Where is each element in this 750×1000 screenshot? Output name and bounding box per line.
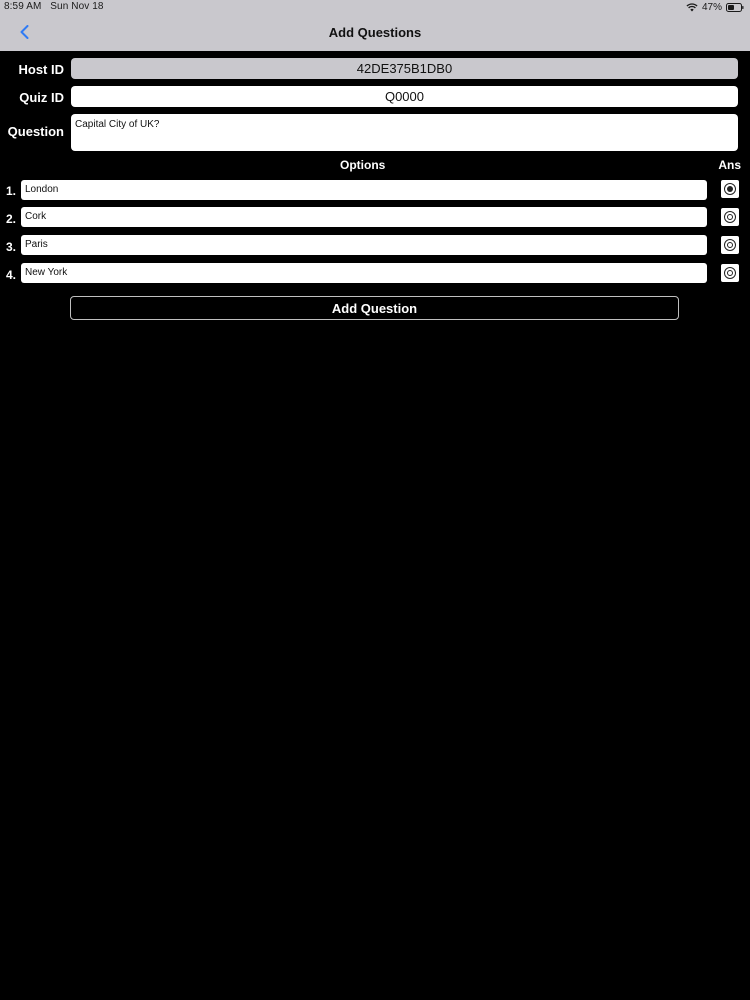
add-question-button[interactable]: [70, 296, 679, 320]
radio-unselected-icon: [724, 267, 736, 279]
question-field[interactable]: [71, 114, 738, 151]
option-number-2: 2.: [6, 212, 17, 226]
quiz-id-field[interactable]: [71, 86, 738, 107]
answer-radio-2[interactable]: [721, 208, 739, 226]
option-value-2: Cork: [25, 211, 47, 222]
option-value-4: New York: [25, 267, 68, 278]
answer-radio-3[interactable]: [721, 236, 739, 254]
wifi-icon: [686, 3, 698, 12]
host-id-field: [71, 58, 738, 79]
answer-header: Ans: [718, 158, 741, 172]
radio-selected-icon: [724, 183, 736, 195]
option-number-4: 4.: [6, 268, 17, 282]
host-id-value: 42DE375B1DB0: [356, 61, 453, 76]
answer-radio-1[interactable]: [721, 180, 739, 198]
question-value: Capital City of UK?: [75, 119, 160, 130]
option-input-3[interactable]: [21, 235, 707, 255]
navigation-bar: [0, 0, 750, 51]
add-question-label: Add Question: [331, 300, 418, 316]
status-date: Sun Nov 18: [50, 1, 104, 12]
options-header: Options: [340, 158, 386, 172]
question-label: Question: [7, 124, 64, 139]
host-id-label: Host ID: [18, 62, 64, 77]
radio-unselected-icon: [724, 211, 736, 223]
battery-icon: [726, 3, 744, 12]
option-number-1: 1.: [6, 184, 17, 198]
quiz-id-value: Q0000: [384, 89, 425, 104]
radio-unselected-icon: [724, 239, 736, 251]
page-title: Add Questions: [328, 25, 422, 40]
option-number-3: 3.: [6, 240, 17, 254]
quiz-id-label: Quiz ID: [19, 90, 64, 105]
answer-radio-4[interactable]: [721, 264, 739, 282]
option-input-4[interactable]: [21, 263, 707, 283]
option-value-3: Paris: [25, 239, 48, 250]
status-bar-right: [686, 1, 744, 14]
option-input-1[interactable]: [21, 180, 707, 200]
option-value-1: London: [25, 184, 59, 195]
option-input-2[interactable]: [21, 207, 707, 227]
status-bar-left: [4, 1, 104, 12]
battery-percent: 47%: [701, 2, 722, 13]
status-time: 8:59 AM: [4, 1, 42, 12]
